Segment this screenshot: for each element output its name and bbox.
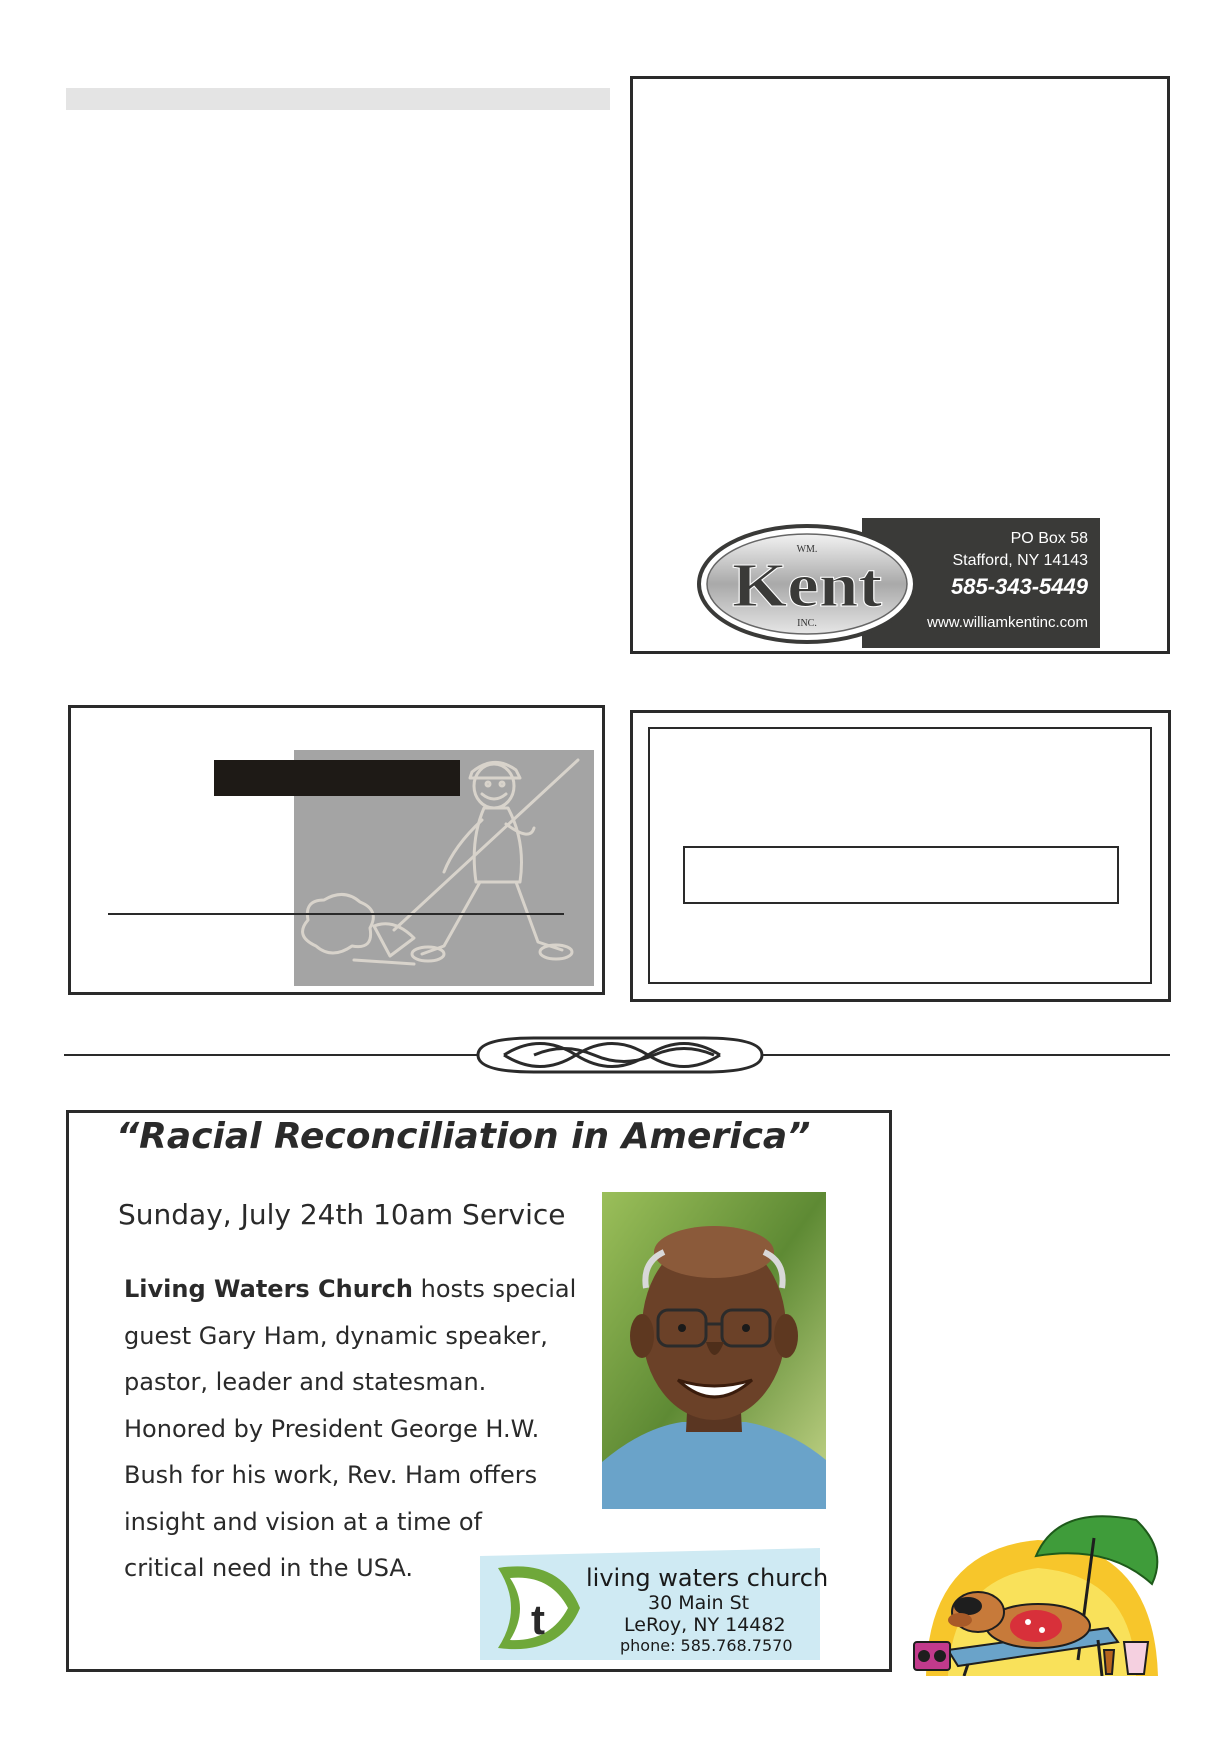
ornamental-divider xyxy=(64,1030,1170,1080)
event-description-line: insight and vision at a time of xyxy=(124,1507,482,1536)
event-description-line: critical need in the USA. xyxy=(124,1554,414,1582)
event-description-line: pastor, leader and statesman. xyxy=(124,1368,487,1396)
event-description-line: Living Waters Church hosts special xyxy=(124,1275,577,1303)
kent-logo xyxy=(696,522,918,646)
event-description xyxy=(124,1266,594,1592)
coupon-blank-field xyxy=(683,846,1119,904)
kent-phone: 585-343-5449 xyxy=(950,574,1088,599)
church-logo-letter: t xyxy=(531,1596,545,1643)
svg-text:WM.: WM. xyxy=(796,544,818,555)
kent-city: Stafford, NY 14143 xyxy=(952,552,1088,569)
church-phone: phone: 585.768.7570 xyxy=(620,1636,793,1655)
church-name: living waters church xyxy=(586,1564,829,1592)
church-city: LeRoy, NY 14482 xyxy=(624,1614,786,1636)
section-header-bar xyxy=(66,88,610,110)
kent-website: www.williamkentinc.com xyxy=(927,614,1088,631)
event-description-line: Honored by President George H.W. xyxy=(124,1414,540,1443)
event-description-line: Bush for his work, Rev. Ham offers xyxy=(124,1461,538,1489)
event-host-name: Living Waters Church xyxy=(124,1275,413,1303)
kent-po-box: PO Box 58 xyxy=(1010,530,1088,547)
event-title: “Racial Reconciliation in America” xyxy=(116,1116,811,1157)
church-street: 30 Main St xyxy=(648,1592,750,1614)
summer-dog-cartoon xyxy=(908,1510,1174,1676)
event-description-line: guest Gary Ham, dynamic speaker, xyxy=(124,1321,548,1350)
event-date: Sunday, July 24th 10am Service xyxy=(118,1198,566,1231)
svg-text:Kent: Kent xyxy=(732,552,883,620)
svg-text:INC.: INC. xyxy=(797,618,817,629)
cleaning-ad-title-bar xyxy=(214,760,460,796)
speaker-portrait-photo xyxy=(602,1192,826,1509)
cleaning-ad-rule xyxy=(108,913,564,915)
